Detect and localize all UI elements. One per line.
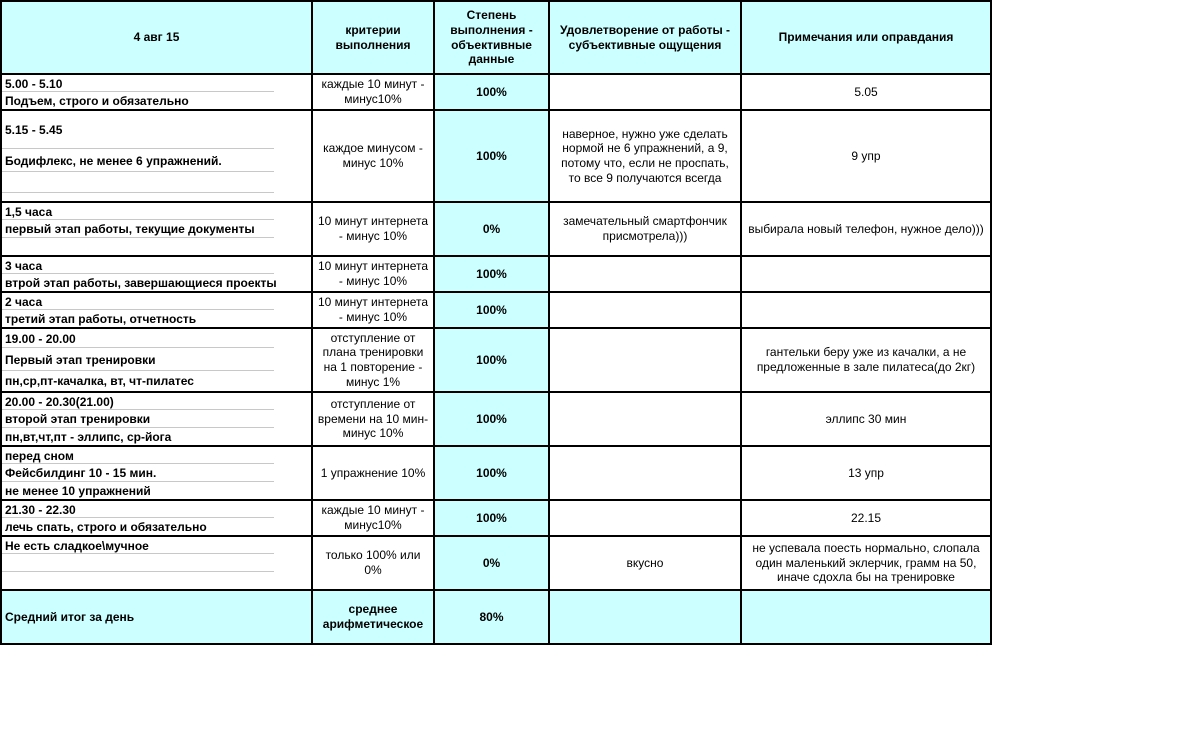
task-line[interactable]: 5.15 - 5.45 [2,111,311,149]
table-row [2,393,992,447]
table-row [2,537,992,591]
satisfaction-cell[interactable] [550,75,742,111]
task-line[interactable]: 20.00 - 20.30(21.00) [2,393,311,410]
satisfaction-cell[interactable]: наверное, нужно уже сделать нормой не 6 упражнений, а 9, потому что, если не проспать, то все 9 получаются всегда [550,111,742,203]
table-row [2,203,992,257]
table-row [2,257,992,293]
task-cell[interactable] [2,501,313,537]
task-cell[interactable] [2,111,313,203]
degree-cell[interactable]: 100% [435,501,550,537]
satisfaction-cell[interactable] [550,447,742,501]
satisfaction-cell[interactable] [550,329,742,393]
notes-cell[interactable]: выбирала новый телефон, нужное дело))) [742,203,992,257]
criteria-cell[interactable]: отступление от времени на 10 мин- минус 10% [313,393,435,447]
task-line[interactable]: второй этап тренировки [2,410,311,428]
table-row [2,293,992,329]
task-line[interactable]: третий этап работы, отчетность [5,311,197,326]
task-line[interactable] [2,572,311,589]
criteria-cell[interactable]: 10 минут интернета - минус 10% [313,203,435,257]
task-cell[interactable] [2,203,313,257]
degree-cell[interactable]: 100% [435,111,550,203]
degree-cell[interactable]: 0% [435,203,550,257]
table-row [2,75,992,111]
task-line[interactable]: первый этап работы, текущие документы [2,220,311,238]
header-date-cell[interactable]: 4 авг 15 [2,2,313,75]
task-line[interactable]: Не есть сладкое\мучное [2,537,311,554]
notes-cell[interactable]: 13 упр [742,447,992,501]
task-line[interactable]: лечь спать, строго и обязательно [5,519,207,534]
degree-cell[interactable]: 100% [435,257,550,293]
criteria-cell[interactable]: 10 минут интернета - минус 10% [313,293,435,329]
summary-satisfaction-cell[interactable] [550,591,742,645]
task-line[interactable]: 5.00 - 5.10 [2,75,311,92]
summary-notes-cell[interactable] [742,591,992,645]
header-degree-cell[interactable]: Степень выполнения - объективные данные [435,2,550,75]
task-line[interactable] [2,172,311,193]
notes-cell[interactable]: 22.15 [742,501,992,537]
degree-cell[interactable]: 100% [435,75,550,111]
criteria-cell[interactable]: 10 минут интернета - минус 10% [313,257,435,293]
task-cell[interactable] [2,257,313,293]
task-line[interactable]: 1,5 часа [2,203,311,220]
task-line[interactable]: пн,ср,пт-качалка, вт, чт-пилатес [5,374,194,388]
table-row [2,329,992,393]
task-cell[interactable] [2,393,313,447]
criteria-cell[interactable]: каждые 10 минут - минус10% [313,501,435,537]
header-satisfaction-cell[interactable]: Удовлетворение от работы - субъективные ощущения [550,2,742,75]
table-row [2,111,992,203]
task-line[interactable]: 3 часа [2,257,311,274]
task-line[interactable]: втрой этап работы, завершающиеся проекты [5,275,277,290]
task-line[interactable]: Первый этап тренировки [2,348,311,371]
summary-criteria-cell[interactable]: среднее арифметическое [313,591,435,645]
table-row [2,447,992,501]
task-line[interactable]: 2 часа [2,293,311,310]
task-line[interactable]: перед сном [2,447,311,464]
satisfaction-cell[interactable] [550,257,742,293]
task-line[interactable] [2,554,311,572]
task-cell[interactable] [2,447,313,501]
degree-cell[interactable]: 100% [435,329,550,393]
task-line[interactable]: Подъем, строго и обязательно [5,93,189,108]
criteria-cell[interactable]: 1 упражнение 10% [313,447,435,501]
task-line[interactable]: 21.30 - 22.30 [2,501,311,518]
notes-cell[interactable]: гантельки беру уже из качалки, а не предложенные в зале пилатеса(до 2кг) [742,329,992,393]
task-line[interactable]: пн,вт,чт,пт - эллипс, ср-йога [5,429,172,444]
notes-cell[interactable] [742,257,992,293]
task-line[interactable]: Фейсбилдинг 10 - 15 мин. [2,464,311,482]
task-cell[interactable] [2,537,313,591]
header-row [2,2,992,75]
satisfaction-cell[interactable]: замечательный смартфончик присмотрела))) [550,203,742,257]
criteria-cell[interactable]: каждые 10 минут - минус10% [313,75,435,111]
criteria-cell[interactable]: только 100% или 0% [313,537,435,591]
notes-cell[interactable]: 9 упр [742,111,992,203]
summary-degree-cell[interactable]: 80% [435,591,550,645]
notes-cell[interactable]: 5.05 [742,75,992,111]
notes-cell[interactable] [742,293,992,329]
notes-cell[interactable]: не успевала поесть нормально, слопала один маленький эклерчик, грамм на 50, иначе сдохла бы на тренировке [742,537,992,591]
task-line[interactable]: не менее 10 упражнений [5,483,151,498]
table-row [2,501,992,537]
task-cell[interactable] [2,293,313,329]
task-line[interactable]: Бодифлекс, не менее 6 упражнений. [2,149,311,172]
degree-cell[interactable]: 0% [435,537,550,591]
criteria-cell[interactable]: каждое минусом - минус 10% [313,111,435,203]
degree-cell[interactable]: 100% [435,393,550,447]
degree-cell[interactable]: 100% [435,293,550,329]
task-line[interactable]: 19.00 - 20.00 [2,329,311,348]
task-line[interactable] [2,238,311,255]
satisfaction-cell[interactable] [550,293,742,329]
criteria-cell[interactable]: отступление от плана тренировки на 1 повторение - минус 1% [313,329,435,393]
table-body [2,75,992,591]
header-notes-cell[interactable]: Примечания или оправдания [742,2,992,75]
task-cell[interactable] [2,329,313,393]
task-cell[interactable] [2,75,313,111]
header-criteria-cell[interactable]: критерии выполнения [313,2,435,75]
degree-cell[interactable]: 100% [435,447,550,501]
satisfaction-cell[interactable] [550,393,742,447]
notes-cell[interactable]: эллипс 30 мин [742,393,992,447]
satisfaction-cell[interactable]: вкусно [550,537,742,591]
summary-label-cell[interactable]: Средний итог за день [2,591,313,645]
satisfaction-cell[interactable] [550,501,742,537]
summary-row [2,591,992,645]
task-line[interactable] [2,193,311,201]
